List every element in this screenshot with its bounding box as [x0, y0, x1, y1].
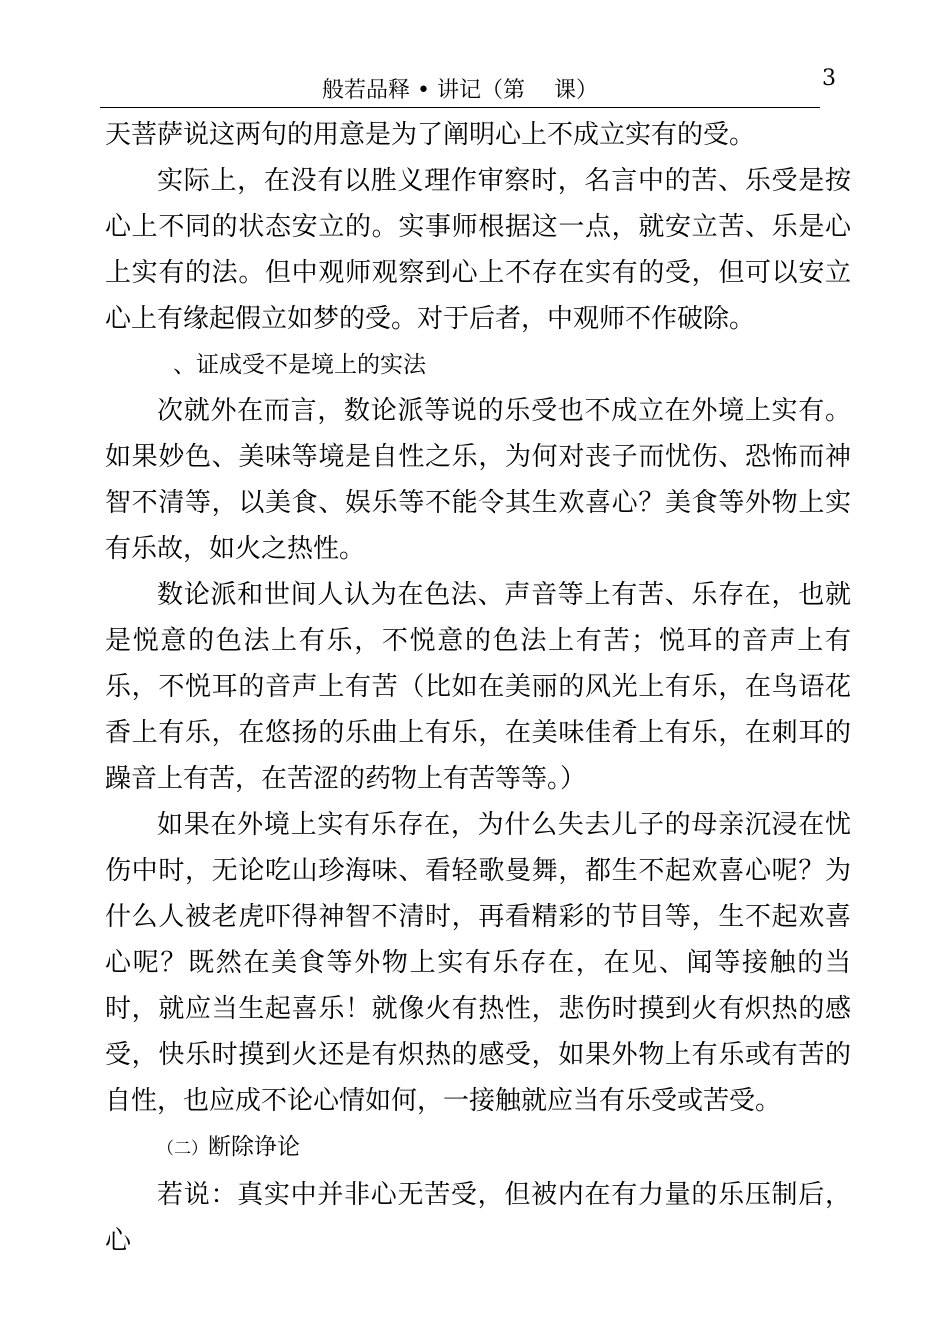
paragraph: 数论派和世间人认为在色法、声音等上有苦、乐存在，也就是悦意的色法上有乐，不悦意的色法上有苦；悦耳的音声上有乐，不悦耳的音声上有苦（比如在美丽的风光上有乐，在鸟语花香上有乐，在悠扬的乐曲上有乐，在美味佳肴上有乐，在刺耳的躁音上有苦，在苦涩的药物上有苦等等。）	[105, 580, 851, 794]
paragraph: 如果在外境上实有乐存在，为什么失去儿子的母亲沉浸在忧伤中时，无论吃山珍海味、看轻歌曼舞，都生不起欢喜心呢？为什么人被老虎吓得神智不清时，再看精彩的节目等，生不起欢喜心呢？既然在美食等外物上实有乐存在，在见、闻等接触的当时，就应当生起喜乐！就像火有热性，悲伤时摸到火有炽热的感受，快乐时摸到火还是有炽热的感受，如果外物上有乐或有苦的自性，也应成不论心情如何，一接触就应当有乐受或苦受。	[105, 810, 851, 1116]
running-header-title: 般若品释 • 讲记（第 课）	[322, 78, 598, 103]
section-heading-text: 断除诤论	[208, 1134, 300, 1160]
body-text	[105, 112, 851, 1264]
section-number: （二）	[157, 1139, 208, 1159]
page-number: 3	[822, 66, 836, 91]
paragraph-continuation: 天菩萨说这两句的用意是为了阐明心上不成立实有的受。	[105, 120, 756, 150]
paragraph: 若说：真实中并非心无苦受，但被内在有力量的乐压制后，心	[105, 1180, 851, 1256]
paragraph: 实际上，在没有以胜义理作审察时，名言中的苦、乐受是按心上不同的状态安立的。实事师根据这一点，就安立苦、乐是心上实有的法。但中观师观察到心上不存在实有的受，但可以安立心上有缘起假立如梦的受。对于后者，中观师不作破除。	[105, 166, 851, 334]
paragraph: 次就外在而言，数论派等说的乐受也不成立在外境上实有。如果妙色、美味等境是自性之乐，为何对丧子而忧伤、恐怖而神智不清等，以美食、娱乐等不能令其生欢喜心？美食等外物上实有乐故，如火之热性。	[105, 396, 851, 564]
header-rule	[100, 107, 820, 108]
subsection-heading: 、证成受不是境上的实法	[173, 352, 426, 378]
section-heading	[105, 1124, 851, 1172]
